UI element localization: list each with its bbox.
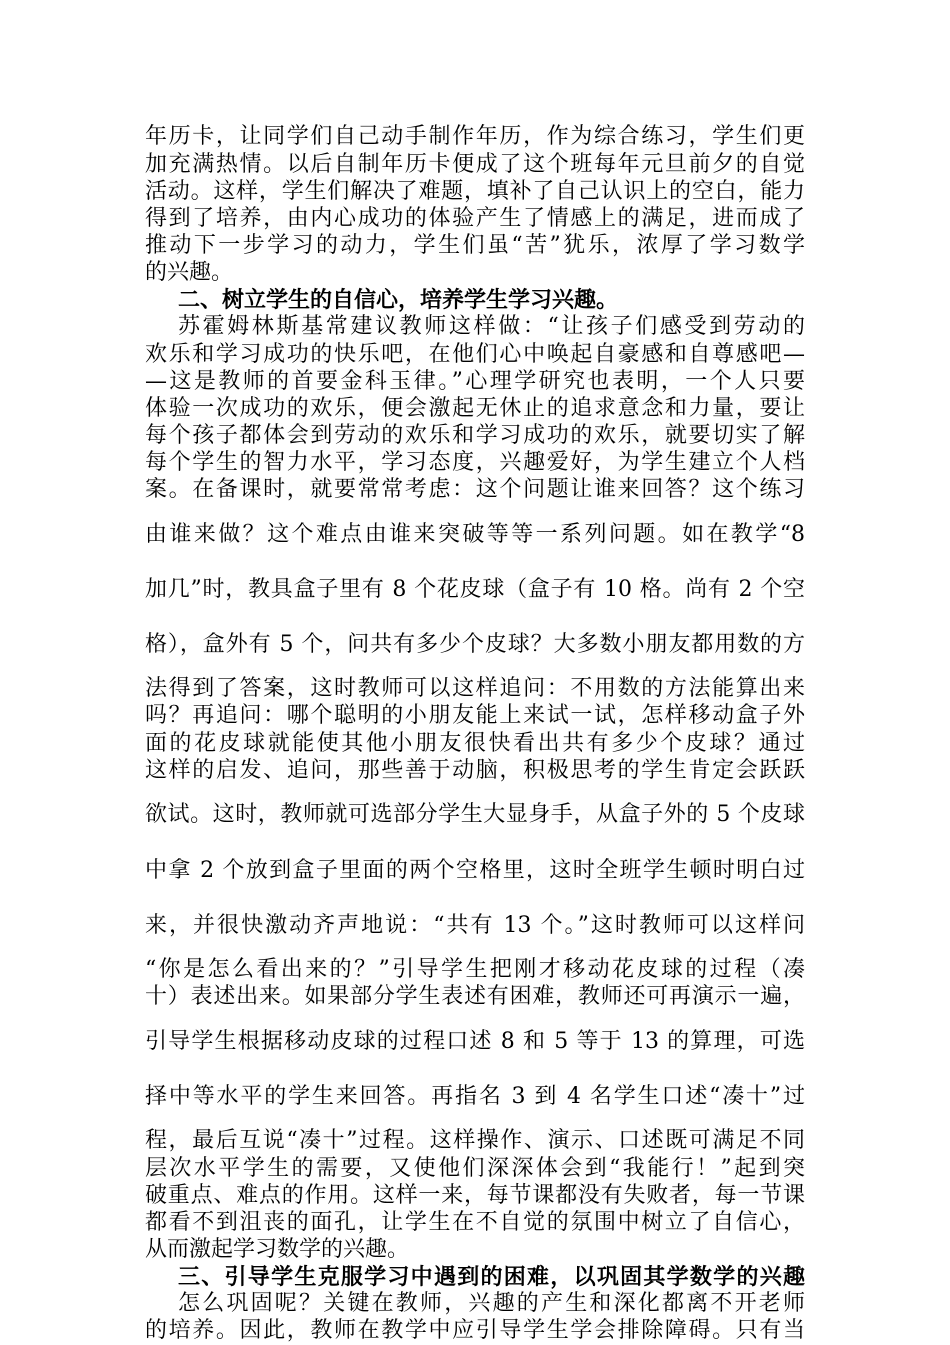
text-line: 从而激起学习数学的兴趣。	[145, 1237, 410, 1262]
text-line: 中拿 2 个放到盒子里面的两个空格里，这时全班学生顿时明白过	[145, 858, 805, 883]
text-line: 欢乐和学习成功的快乐吧，在他们心中唤起自豪感和自尊感吧—	[145, 342, 805, 367]
text-line: 面的花皮球就能使其他小朋友很快看出共有多少个皮球？通过	[145, 731, 805, 756]
text-line: 由谁来做？这个难点由谁来突破等等一系列问题。如在教学“8	[145, 522, 805, 547]
text-line: 都看不到沮丧的面孔，让学生在不自觉的氛围中树立了自信心，	[145, 1210, 805, 1235]
text-line: —这是教师的首要金科玉律。”心理学研究也表明，一个人只要	[145, 369, 805, 394]
text-line: 层次水平学生的需要，又使他们深深体会到“我能行！”起到突	[145, 1156, 805, 1181]
section-heading: 三、引导学生克服学习中遇到的困难，以巩固其学数学的兴趣	[178, 1264, 805, 1290]
text-line: 案。在备课时，就要常常考虑：这个问题让谁来回答？这个练习	[145, 477, 805, 502]
text-line: 法得到了答案，这时教师可以这样追问：不用数的方法能算出来	[145, 676, 805, 701]
text-line: 程，最后互说“凑十”过程。这样操作、演示、口述既可满足不同	[145, 1128, 805, 1153]
text-line: 格），盒外有 5 个，问共有多少个皮球？大多数小朋友都用数的方	[145, 632, 805, 657]
text-line: “你是怎么看出来的？”引导学生把刚才移动花皮球的过程（凑	[145, 957, 805, 982]
text-line: 吗？再追问：哪个聪明的小朋友能上来试一试，怎样移动盒子外	[145, 703, 805, 728]
text-line: 加几”时，教具盒子里有 8 个花皮球（盒子有 10 格。尚有 2 个空	[145, 577, 805, 602]
text-line: 得到了培养，由内心成功的体验产生了情感上的满足，进而成了	[145, 206, 805, 231]
text-line: 来，并很快激动齐声地说：“共有 13 个。”这时教师可以这样问	[145, 913, 805, 938]
text-line: 择中等水平的学生来回答。再指名 3 到 4 名学生口述“凑十”过	[145, 1084, 805, 1109]
text-line: 破重点、难点的作用。这样一来，每节课都没有失败者，每一节课	[145, 1183, 805, 1208]
text-line: 这样的启发、追问，那些善于动脑，积极思考的学生肯定会跃跃	[145, 758, 805, 783]
text-line: 引导学生根据移动皮球的过程口述 8 和 5 等于 13 的算理，可选	[145, 1029, 805, 1054]
text-line: 的培养。因此，教师在教学中应引导学生学会排除障碍。只有当	[145, 1318, 805, 1343]
text-line: 每个学生的智力水平，学习态度，兴趣爱好，为学生建立个人档	[145, 450, 805, 475]
text-line: 每个孩子都体会到劳动的欢乐和学习成功的欢乐，就要切实了解	[145, 423, 805, 448]
text-line: 年历卡，让同学们自己动手制作年历，作为综合练习，学生们更	[145, 124, 805, 149]
text-line: 活动。这样，学生们解决了难题，填补了自己认识上的空白，能力	[145, 179, 805, 204]
text-line: 欲试。这时，教师就可选部分学生大显身手，从盒子外的 5 个皮球	[145, 802, 805, 827]
text-line: 的兴趣。	[145, 260, 234, 285]
text-line: 体验一次成功的欢乐，便会激起无休止的追求意念和力量，要让	[145, 396, 805, 421]
text-line: 十）表述出来。如果部分学生表述有困难，教师还可再演示一遍，	[145, 984, 805, 1009]
text-line: 加充满热情。以后自制年历卡便成了这个班每年元旦前夕的自觉	[145, 152, 805, 177]
section-heading: 二、树立学生的自信心，培养学生学习兴趣。	[178, 287, 619, 313]
text-line: 苏霍姆林斯基常建议教师这样做：“让孩子们感受到劳动的	[178, 314, 805, 339]
text-line: 怎么巩固呢？关键在教师，兴趣的产生和深化都离不开老师	[178, 1291, 805, 1316]
text-line: 推动下一步学习的动力，学生们虽“苦”犹乐，浓厚了学习数学	[145, 233, 805, 258]
